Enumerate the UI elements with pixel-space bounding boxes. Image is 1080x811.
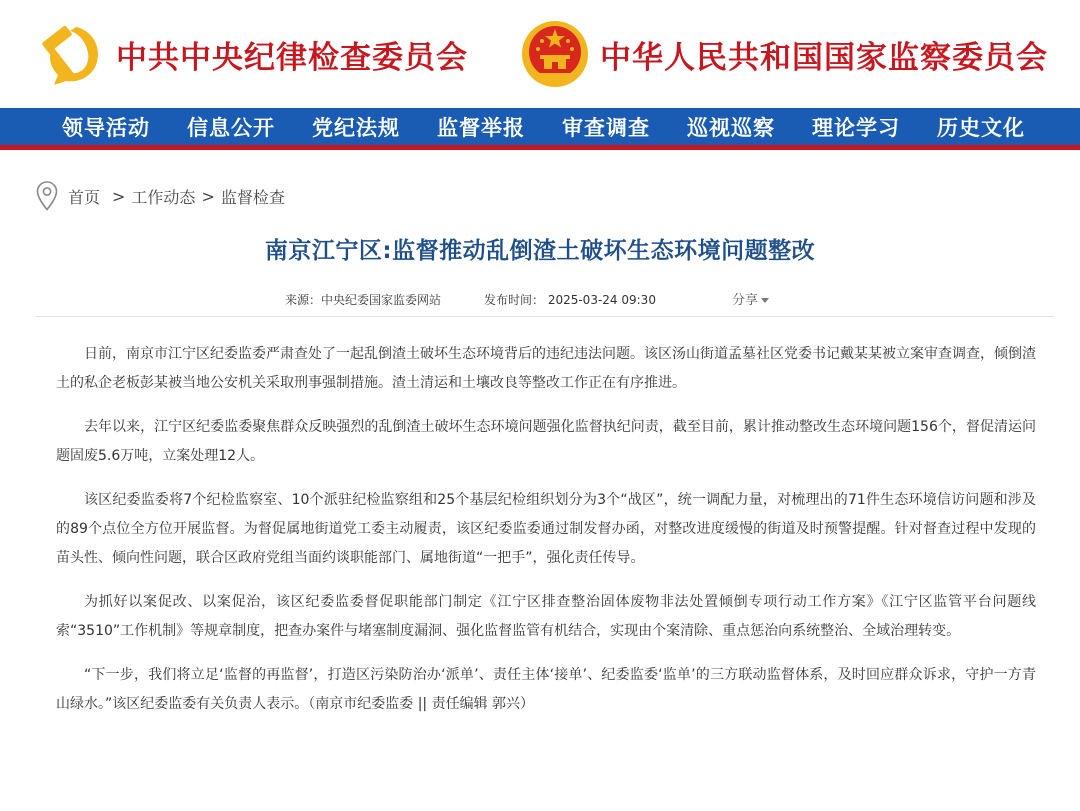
nav-item-info-disclosure[interactable]: 信息公开 bbox=[187, 114, 275, 140]
article-paragraph: 该区纪委监委将7个纪检监察室、10个派驻纪检监察组和25个基层纪检组织划分为3个“战区”，统一调配力量，对梳理出的71件生态环境信访问题和涉及的89个点位全方位开展监督。为督促属地街道党工委主动履责，该区纪委监委通过制发督办函，对整改进度缓慢的街道及时预警提醒。针对督查过程中发现的苗头性、倾向性问题，联合区政府党组当面约谈职能部门、属地街道“一把手”，强化责任传导。 bbox=[56, 492, 1036, 566]
nav-item-investigation[interactable]: 审查调查 bbox=[562, 114, 650, 140]
breadcrumb-home[interactable]: 首页 bbox=[68, 187, 101, 207]
breadcrumb-separator: > bbox=[201, 186, 215, 206]
nav-item-history[interactable]: 历史文化 bbox=[937, 114, 1025, 140]
breadcrumb-work-news[interactable]: 工作动态 bbox=[131, 187, 196, 207]
ccdi-logo-link[interactable] bbox=[36, 14, 468, 94]
article-meta bbox=[0, 288, 1080, 308]
breadcrumb-supervision[interactable]: 监督检查 bbox=[220, 187, 285, 207]
main-nav bbox=[0, 108, 1080, 150]
chevron-down-icon bbox=[761, 298, 769, 303]
nsc-org-name: 中华人民共和国国家监察委员会 bbox=[600, 39, 1048, 76]
article-paragraph: 去年以来，江宁区纪委监委聚焦群众反映强烈的乱倒渣土破坏生态环境问题强化监督执纪问责，截至目前，累计推动整改生态环境问题156个，督促清运问题固废5.6万吨，立案处理12人。 bbox=[56, 419, 1036, 464]
nsc-logo-link[interactable] bbox=[520, 14, 1048, 94]
breadcrumb-separator: > bbox=[112, 186, 126, 206]
article-source: 来源：中央纪委国家监委网站 bbox=[285, 293, 442, 307]
party-emblem-icon bbox=[36, 19, 106, 89]
ccdi-org-name: 中共中央纪律检查委员会 bbox=[116, 39, 468, 76]
nav-item-theory[interactable]: 理论学习 bbox=[812, 114, 900, 140]
article-paragraph: 日前，南京市江宁区纪委监委严肃查处了一起乱倒渣土破坏生态环境背后的违纪违法问题。该区汤山街道孟墓社区党委书记戴某某被立案审查调查，倾倒渣土的私企老板彭某被当地公安机关采取刑事强制措施。渣土清运和土壤改良等整改工作正在有序推进。 bbox=[56, 346, 1036, 391]
meta-divider bbox=[36, 316, 1054, 317]
site-header bbox=[0, 0, 1080, 108]
location-pin-icon bbox=[36, 181, 58, 211]
nav-item-inspection[interactable]: 巡视巡察 bbox=[687, 114, 775, 140]
share-button[interactable] bbox=[732, 289, 769, 308]
national-emblem-icon bbox=[520, 19, 590, 89]
article-paragraph: “下一步，我们将立足‘监督的再监督’，打造区污染防治办‘派单’、责任主体‘接单’、纪委监委‘监单’的三方联动监督体系，及时回应群众诉求，守护一方青山绿水。”该区纪委监委有关负责人表示。（南京市纪委监委 || 责任编辑 郭兴） bbox=[56, 667, 1036, 712]
article-paragraph: 为抓好以案促改、以案促治，该区纪委监委督促职能部门制定《江宁区排查整治固体废物非法处置倾倒专项行动工作方案》《江宁区监管平台问题线索“3510”工作机制》等规章制度，把查办案件与堵塞制度漏洞、强化监督监管有机结合，实现由个案清除、重点惩治向系统整治、全域治理转变。 bbox=[56, 594, 1036, 639]
nav-item-reporting[interactable]: 监督举报 bbox=[437, 114, 525, 140]
nav-item-leadership[interactable]: 领导活动 bbox=[62, 114, 150, 140]
nav-item-regulations[interactable]: 党纪法规 bbox=[312, 114, 400, 140]
article-title: 南京江宁区:监督推动乱倒渣土破坏生态环境问题整改 bbox=[264, 238, 816, 264]
article-publish-time: 发布时间： 2025-03-24 09:30 bbox=[484, 293, 656, 307]
article-body bbox=[56, 340, 1036, 734]
breadcrumb bbox=[36, 180, 285, 212]
share-label: 分享 bbox=[732, 293, 759, 308]
